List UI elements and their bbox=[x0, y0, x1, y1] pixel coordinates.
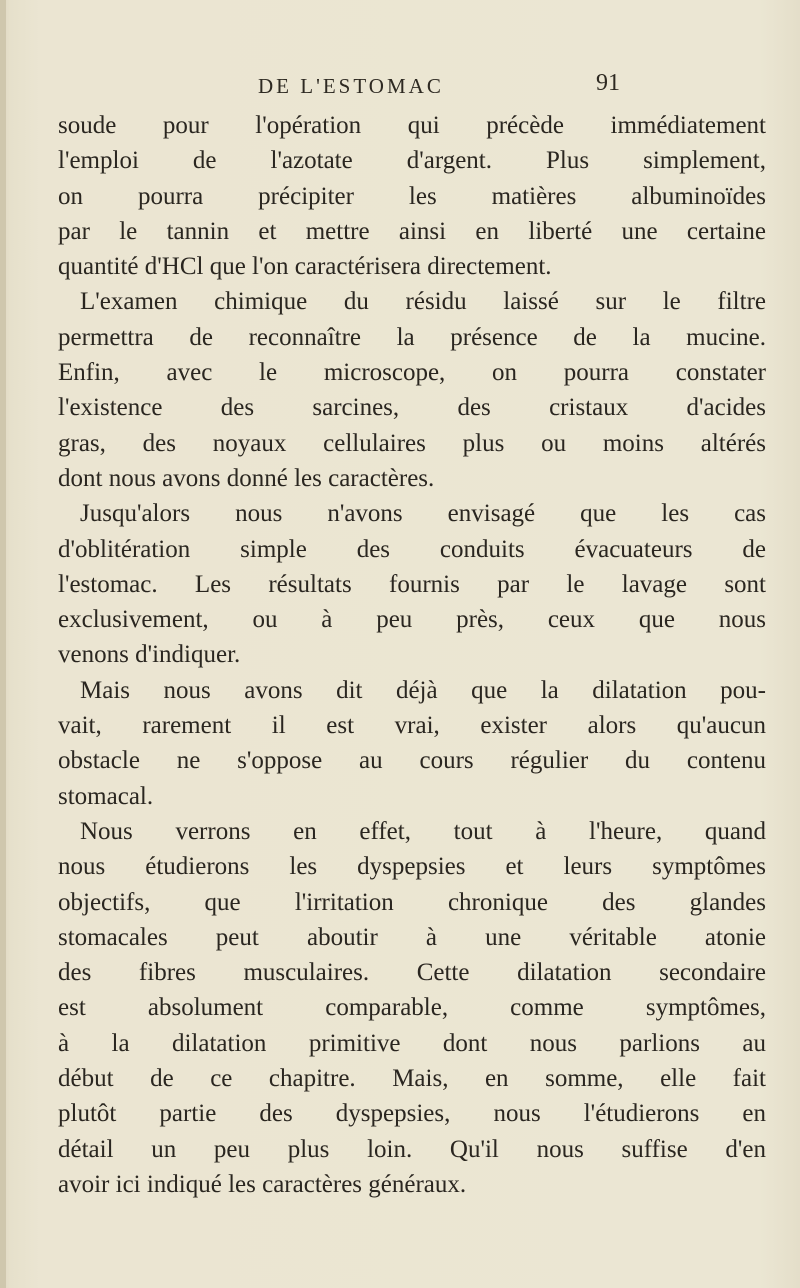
text-line: dont nous avons donné les caractères. bbox=[58, 464, 435, 492]
text-line: des fibres musculaires. Cette dilatation secondaire bbox=[58, 959, 766, 987]
text-line: d'oblitération simple des conduits évacuateurs de bbox=[58, 535, 766, 563]
text-line: stomacal. bbox=[58, 782, 154, 810]
text-line: l'existence des sarcines, des cristaux d'acides bbox=[58, 394, 766, 422]
text-line: l'estomac. Les résultats fournis par le lavage sont bbox=[58, 570, 766, 598]
text-line: nous étudierons les dyspepsies et leurs symptômes bbox=[58, 853, 766, 881]
text-line: L'examen chimique du résidu laissé sur le filtre bbox=[80, 288, 766, 316]
text-line: Enfin, avec le microscope, on pourra constater bbox=[58, 359, 766, 387]
text-line: objectifs, que l'irritation chronique des glandes bbox=[58, 888, 766, 916]
text-line: Nous verrons en effet, tout à l'heure, quand bbox=[80, 817, 766, 845]
text-line: plutôt partie des dyspepsies, nous l'étudierons en bbox=[58, 1100, 766, 1128]
text-line: obstacle ne s'oppose au cours régulier du contenu bbox=[58, 747, 766, 775]
running-head-title: DE L'ESTOMAC bbox=[258, 74, 444, 98]
body-text bbox=[58, 108, 766, 1202]
text-line: gras, des noyaux cellulaires plus ou moins altérés bbox=[58, 429, 766, 457]
text-line: vait, rarement il est vrai, exister alors qu'aucun bbox=[58, 712, 766, 740]
text-line: permettra de reconnaître la présence de la mucine. bbox=[58, 323, 766, 351]
text-line: à la dilatation primitive dont nous parlions au bbox=[58, 1029, 766, 1057]
page-spine-edge bbox=[0, 0, 6, 1288]
text-line: début de ce chapitre. Mais, en somme, elle fait bbox=[58, 1065, 766, 1093]
page-number: 91 bbox=[596, 70, 620, 96]
text-line: avoir ici indiqué les caractères généraux. bbox=[58, 1170, 467, 1198]
text-line: est absolument comparable, comme symptômes, bbox=[58, 994, 766, 1022]
text-line: on pourra précipiter les matières albuminoïdes bbox=[58, 182, 766, 210]
text-line: Mais nous avons dit déjà que la dilatation pou- bbox=[80, 676, 766, 704]
text-line: l'emploi de l'azotate d'argent. Plus simplement, bbox=[58, 147, 766, 175]
text-line: Jusqu'alors nous n'avons envisagé que les cas bbox=[80, 500, 766, 528]
text-line: soude pour l'opération qui précède immédiatement bbox=[58, 112, 766, 139]
text-line: exclusivement, ou à peu près, ceux que nous bbox=[58, 606, 766, 634]
text-line: détail un peu plus loin. Qu'il nous suffise d'en bbox=[58, 1135, 766, 1163]
text-line: par le tannin et mettre ainsi en liberté une certaine bbox=[58, 217, 766, 245]
text-line: quantité d'HCl que l'on caractérisera directement. bbox=[58, 253, 552, 281]
running-head bbox=[0, 66, 800, 106]
text-line: venons d'indiquer. bbox=[58, 641, 241, 669]
text-line: stomacales peut aboutir à une véritable atonie bbox=[58, 923, 766, 951]
